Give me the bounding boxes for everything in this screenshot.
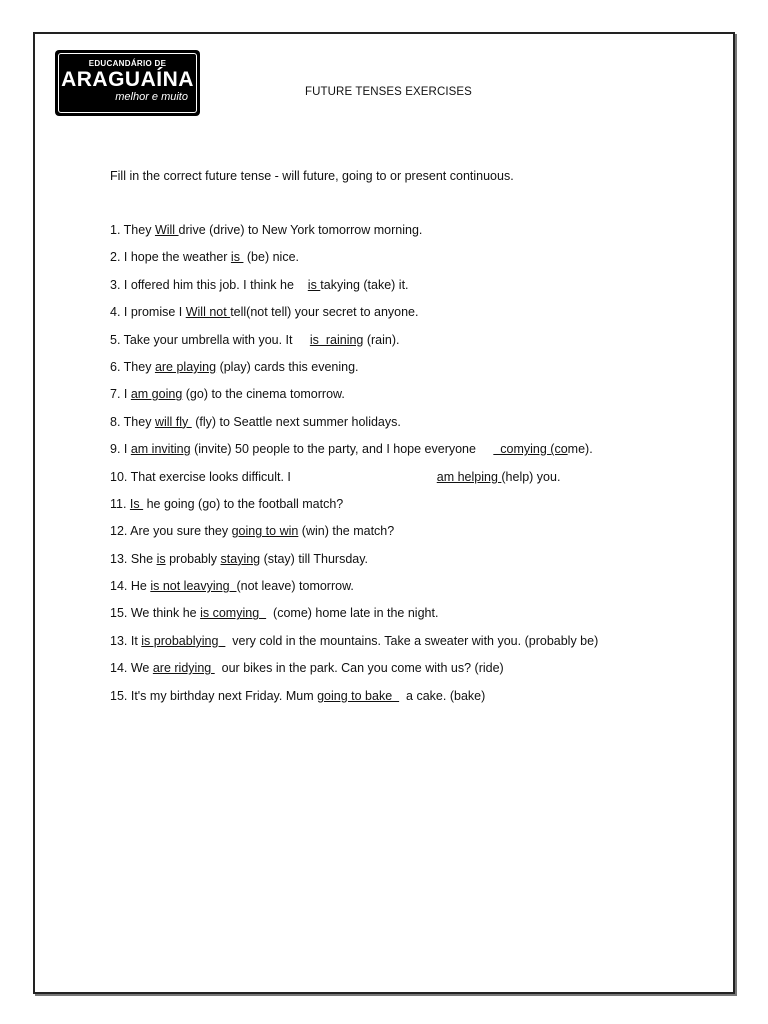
item-text: 4. I promise I <box>110 305 186 320</box>
item-answer: am inviting <box>130 442 191 457</box>
instructions: Fill in the correct future tense - will future, going to or present continuous. <box>110 169 514 183</box>
exercise-item <box>110 305 598 332</box>
item-answer: am going <box>130 387 183 402</box>
item-answer: is <box>156 551 166 566</box>
exercise-item <box>110 524 598 551</box>
item-text: 3. I offered him this job. I think he <box>110 277 308 292</box>
exercise-item <box>110 333 598 360</box>
item-text: (play) cards this evening. <box>216 359 359 374</box>
item-answer: going to bake <box>317 688 400 703</box>
item-text: a cake. (bake) <box>399 688 486 703</box>
item-text: 15. We think he <box>110 606 201 621</box>
item-answer: will fly <box>154 414 192 429</box>
exercise-item <box>110 634 598 661</box>
item-text: 10. That exercise looks difficult. I <box>110 469 437 484</box>
item-answer: am helping <box>436 469 502 484</box>
item-text: 15. It's my birthday next Friday. Mum <box>110 688 318 703</box>
item-answer: going to win <box>231 524 299 539</box>
document-title: FUTURE TENSES EXERCISES <box>305 86 472 98</box>
item-text: 5. Take your umbrella with you. It <box>110 332 310 347</box>
exercise-item <box>110 250 598 277</box>
item-text: 11. <box>110 496 130 511</box>
exercise-item <box>110 606 598 633</box>
exercise-item <box>110 661 598 688</box>
item-answer: is <box>307 277 321 292</box>
logo-main-text: ARAGUAÍNA <box>61 68 194 91</box>
item-text: 1. They <box>110 223 155 237</box>
exercise-item <box>110 278 598 305</box>
item-answer: Is <box>129 496 144 511</box>
item-text: 6. They <box>110 359 155 374</box>
item-text: 13. She <box>110 551 157 566</box>
logo-top-text: EDUCANDÁRIO DE <box>88 59 167 68</box>
item-answer: is not leavying <box>150 579 237 594</box>
item-text: he going (go) to the football match? <box>143 496 344 511</box>
item-text: (not leave) tomorrow. <box>236 579 354 594</box>
item-text: probably <box>165 551 221 566</box>
item-text: (fly) to Seattle next summer holidays. <box>191 414 401 429</box>
item-text: 14. He <box>110 579 151 594</box>
item-text: (go) to the cinema tomorrow. <box>182 387 345 402</box>
item-answer: are playing <box>154 359 217 374</box>
item-text: (be) nice. <box>243 250 300 265</box>
item-text: (rain). <box>363 332 400 347</box>
item-answer: is comying <box>200 606 267 621</box>
item-text: (come) home late in the night. <box>266 606 439 621</box>
item-answer: is raining <box>309 332 364 347</box>
item-answer: staying <box>220 551 261 566</box>
item-answer: Will <box>154 223 179 237</box>
item-text: 8. They <box>110 414 155 429</box>
item-text: (help) you. <box>501 469 561 484</box>
item-text: 9. I <box>110 442 131 457</box>
item-text: our bikes in the park. Can you come with us? (ride) <box>214 661 504 676</box>
item-text: (stay) till Thursday. <box>260 551 369 566</box>
exercise-item <box>110 552 598 579</box>
exercise-item <box>110 579 598 606</box>
item-text: drive (drive) to New York tomorrow morning. <box>178 223 423 237</box>
item-text: tell(not tell) your secret to anyone. <box>230 305 419 320</box>
item-text: (invite) 50 people to the party, and I hope everyone <box>190 442 494 457</box>
exercise-item <box>110 497 598 524</box>
exercise-item <box>110 415 598 442</box>
logo-frame <box>58 53 197 113</box>
item-text: very cold in the mountains. Take a sweater with you. (probably be) <box>225 633 599 648</box>
item-text: takying (take) it. <box>320 277 409 292</box>
item-text: 13. It <box>110 633 142 648</box>
item-text: 7. I <box>110 387 131 402</box>
exercise-item <box>110 470 598 497</box>
exercise-item <box>110 689 598 716</box>
logo-slogan: melhor e muito <box>115 91 188 103</box>
item-answer: Will not <box>185 305 231 320</box>
exercise-list <box>110 223 598 716</box>
item-text: (win) the match? <box>298 524 395 539</box>
exercise-item <box>110 223 598 250</box>
item-text: 2. I hope the weather <box>110 250 231 265</box>
item-text: 14. We <box>110 661 153 676</box>
item-answer: is <box>230 250 244 265</box>
item-answer: is probablying <box>141 633 226 648</box>
exercise-item <box>110 442 598 469</box>
item-text: me). <box>567 442 593 457</box>
item-text: 12. Are you sure they <box>110 524 232 539</box>
exercise-item <box>110 360 598 387</box>
item-answer: comying (co <box>493 442 568 457</box>
exercise-item <box>110 387 598 414</box>
school-logo <box>55 50 200 116</box>
item-answer: are ridying <box>152 661 215 676</box>
